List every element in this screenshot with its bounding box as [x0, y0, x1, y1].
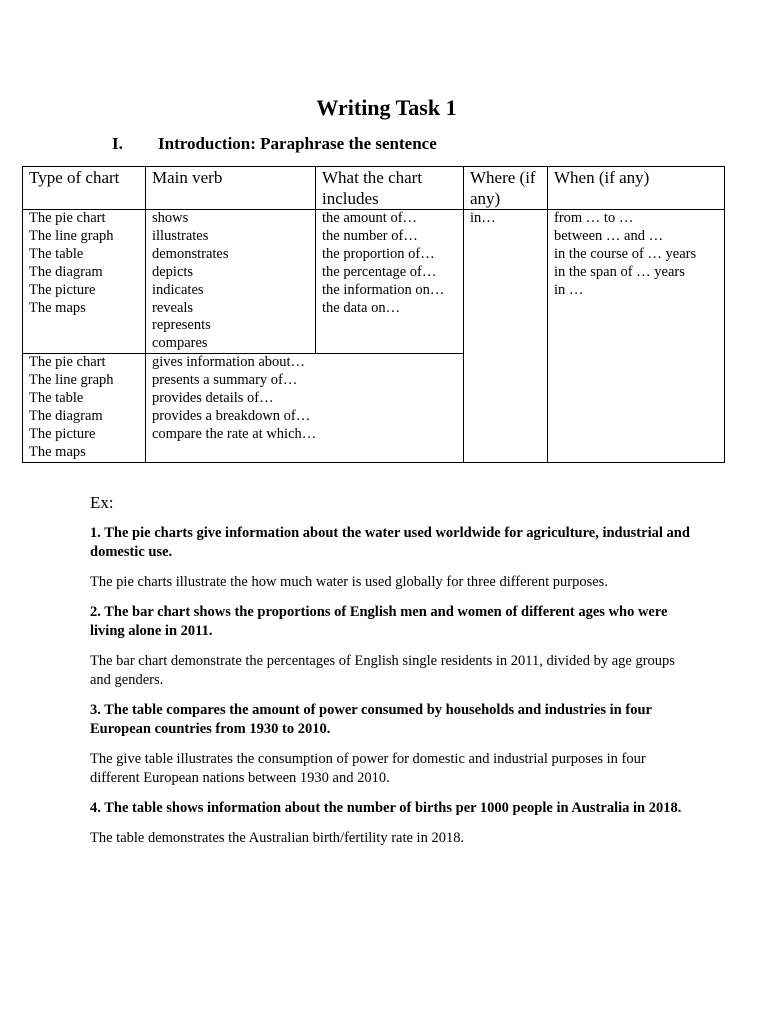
list-item: compare the rate at which…: [152, 425, 317, 442]
example-answer: The pie charts illustrate the how much water is used globally for three different purposes.: [90, 574, 608, 590]
list-item: The pie chart: [29, 210, 106, 226]
section-numeral: I.: [112, 134, 123, 153]
list-item: gives information about…: [152, 354, 306, 371]
example-prompt: 3. The table compares the amount of power consumed by households and industries in four European countries from 1930 to 2010.: [90, 701, 652, 737]
list-item: in …: [554, 281, 584, 298]
cell-where: [464, 210, 548, 463]
list-item: demonstrates: [152, 245, 229, 262]
cell-main-verb: [146, 210, 316, 354]
list-item: compares: [152, 335, 208, 352]
list-item: between … and …: [554, 227, 664, 244]
cell-when: [548, 210, 725, 463]
header-when: When (if any): [548, 167, 725, 210]
header-where: Where (if any): [464, 167, 548, 210]
list-item: in the course of … years: [554, 245, 697, 262]
list-item: The pie chart: [29, 354, 106, 371]
example-answer: The table demonstrates the Australian birth/fertility rate in 2018.: [90, 829, 465, 846]
list-item: The diagram: [29, 407, 103, 424]
list-item: The maps: [29, 443, 86, 460]
list-item: shows: [152, 210, 189, 226]
list-item: the proportion of…: [322, 245, 435, 262]
list-item: reveals: [152, 299, 194, 316]
example-prompt: 4. The table shows information about the number of births per 1000 people in Australia in 2018.: [90, 799, 682, 816]
header-type-of-chart: Type of chart: [23, 167, 146, 210]
list-item: The table: [29, 390, 84, 407]
list-item: represents: [152, 317, 211, 334]
example-answer: The bar chart demonstrate the percentages of English single residents in 2011, divided by age groups and genders.: [90, 652, 675, 688]
list-item: the data on…: [322, 299, 401, 316]
list-item: The picture: [29, 281, 96, 298]
list-item: provides a breakdown of…: [152, 407, 311, 424]
examples-label: Ex:: [90, 493, 114, 512]
table-header-row: [23, 167, 725, 210]
example-prompt: 2. The bar chart shows the proportions of English men and women of different ages who were living alone in 2011.: [90, 603, 668, 639]
list-item: The maps: [29, 299, 86, 316]
example-answer: The give table illustrates the consumption of power for domestic and industrial purposes in four different European nations between 1930 and 2010.: [90, 750, 646, 786]
table-row: [23, 210, 725, 354]
list-item: The table: [29, 245, 84, 262]
examples-list: [90, 524, 690, 858]
header-what-chart-includes: What the chart includes: [316, 167, 464, 210]
list-item: the amount of…: [322, 210, 418, 226]
list-item: indicates: [152, 281, 204, 298]
list-item: The line graph: [29, 227, 114, 244]
cell-type-of-chart: [23, 354, 146, 462]
section-heading-text: Introduction: Paraphrase the sentence: [158, 134, 437, 153]
list-item: from … to …: [554, 210, 634, 226]
list-item: The line graph: [29, 372, 114, 389]
list-item: the percentage of…: [322, 263, 437, 280]
list-item: the information on…: [322, 281, 445, 298]
list-item: illustrates: [152, 227, 209, 244]
list-item: in…: [470, 210, 496, 226]
section-heading: [112, 133, 437, 155]
cell-type-of-chart: [23, 210, 146, 354]
list-item: provides details of…: [152, 390, 274, 407]
list-item: the number of…: [322, 227, 418, 244]
example-prompt: 1. The pie charts give information about the water used worldwide for agriculture, industrial and domestic use.: [90, 525, 690, 560]
list-item: The picture: [29, 425, 96, 442]
list-item: in the span of … years: [554, 263, 685, 280]
document-title: Writing Task 1: [316, 95, 457, 120]
list-item: The diagram: [29, 263, 103, 280]
list-item: depicts: [152, 263, 194, 280]
cell-what-chart-includes: [316, 210, 464, 354]
header-main-verb: Main verb: [146, 167, 316, 210]
list-item: presents a summary of…: [152, 372, 298, 389]
cell-main-verb-phrases: [146, 354, 464, 462]
paraphrase-table: [22, 166, 725, 463]
